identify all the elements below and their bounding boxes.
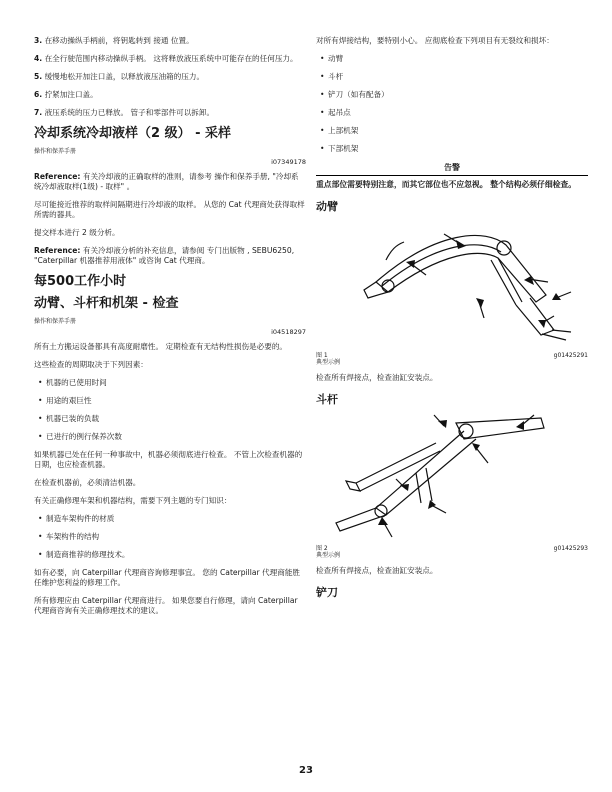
figure-code: g01425293 xyxy=(553,545,588,552)
section-title-boom-inspect: 动臂、斗杆和机架 - 检查 xyxy=(34,296,179,311)
inspection-item-list xyxy=(316,54,588,154)
figure-caption xyxy=(316,352,588,359)
right-column xyxy=(316,36,588,606)
section-title-coolant-sample: 冷却系统冷却液样（2 级） - 采样 xyxy=(34,126,232,141)
list-item: • 机器已装的负载 xyxy=(46,414,306,424)
blade-heading: 铲刀 xyxy=(316,586,338,599)
paragraph: 如有必要，向 Caterpillar 代理商咨询修理事宜。 您的 Caterpillar 代理商能胜任维护您利益的修理工作。 xyxy=(34,568,301,587)
document-id: i07349178 xyxy=(271,158,306,166)
step-text: 缓慢地松开加注口盖，以释放液压油箱的压力。 xyxy=(44,72,205,81)
left-column xyxy=(34,36,306,624)
procedure-step xyxy=(34,108,306,118)
boom-heading: 动臂 xyxy=(316,200,338,213)
list-item: • 起吊点 xyxy=(328,108,588,118)
list-item: • 铲刀（如有配备） xyxy=(328,90,588,100)
paragraph: 有关正确修理车架和机器结构，需要下列主题的专门知识： xyxy=(34,496,232,505)
manual-label: 操作和保养手册 xyxy=(34,318,77,325)
step-number: 5. xyxy=(34,72,43,81)
boom-drawing xyxy=(316,220,588,350)
list-item: • 已进行的例行保养次数 xyxy=(46,432,306,442)
topic-list xyxy=(34,514,306,560)
procedure-step xyxy=(34,72,306,82)
figure-code: g01425291 xyxy=(553,352,588,359)
list-item: • 制造车架构件的材质 xyxy=(46,514,306,524)
step-number: 6. xyxy=(34,90,43,99)
stick-drawing xyxy=(316,413,588,543)
warning-title: 告警 xyxy=(316,162,588,176)
step-text: 液压系统的压力已释放。 管子和零部件可以拆卸。 xyxy=(44,108,215,117)
factor-list xyxy=(34,378,306,442)
reference-paragraph xyxy=(34,172,306,192)
paragraph: 尽可能接近推荐的取样间隔期进行冷却液的取样。 从您的 Cat 代理商处获得取样所需的器具。 xyxy=(34,200,305,219)
paragraph: 对所有焊接结构，要特别小心。 应彻底检查下列项目有无裂纹和损坏： xyxy=(316,36,554,45)
figure-caption xyxy=(316,545,588,552)
list-item: • 动臂 xyxy=(328,54,588,64)
interval-heading: 每500工作小时 xyxy=(34,274,127,289)
step-text: 拧紧加注口盖。 xyxy=(44,90,98,99)
page-number: 23 xyxy=(299,765,313,776)
figure-sublabel: 典型示例 xyxy=(316,552,341,559)
paragraph: 这些检查的周期取决于下列因素： xyxy=(34,360,148,369)
step-number: 7. xyxy=(34,108,43,117)
paragraph: 所有修理应由 Caterpillar 代理商进行。 如果您要自行修理，请向 Caterpillar 代理商咨询有关正确修理技术的建议。 xyxy=(34,596,298,615)
reference-paragraph xyxy=(34,246,306,266)
stick-illustration xyxy=(316,413,588,543)
figure-description: 检查所有焊接点，检查油缸安装点。 xyxy=(316,566,438,575)
procedure-step xyxy=(34,36,306,46)
procedure-step xyxy=(34,90,306,100)
paragraph: 如果机器已处在任何一种事故中，机器必须彻底进行检查。 不管上次检查机器的日期，也应检查机器。 xyxy=(34,450,303,469)
figure-label: 图 2 xyxy=(316,545,328,552)
step-text: 在全行驶范围内移动操纵手柄。 这将释放液压系统中可能存在的任何压力。 xyxy=(44,54,298,63)
step-number: 3. xyxy=(34,36,43,45)
step-text: 在移动操纵手柄前，将钥匙转到 接通 位置。 xyxy=(44,36,194,45)
paragraph: 在检查机器前，必须清洁机器。 xyxy=(34,478,141,487)
reference-label: Reference: xyxy=(34,172,81,181)
list-item: • 下部机架 xyxy=(328,144,588,154)
boom-illustration xyxy=(316,220,588,350)
procedure-steps xyxy=(34,36,306,118)
warning-text: 重点部位需要特别注意，而其它部位也不应忽视。 整个结构必须仔细检查。 xyxy=(316,180,577,189)
document-id: i04518297 xyxy=(271,328,306,336)
step-number: 4. xyxy=(34,54,43,63)
paragraph: 提交样本进行 2 级分析。 xyxy=(34,228,120,237)
figure-sublabel: 典型示例 xyxy=(316,359,341,366)
reference-text: 有关冷却液的正确取样的准则，请参考 操作和保养手册, "冷却系统冷却液取样(1级) - 取样" 。 xyxy=(34,172,299,191)
reference-label: Reference: xyxy=(34,246,81,255)
figure-description: 检查所有焊接点，检查油缸安装点。 xyxy=(316,373,438,382)
list-item: • 制造商推荐的修理技术。 xyxy=(46,550,306,560)
manual-label: 操作和保养手册 xyxy=(34,148,77,155)
procedure-step xyxy=(34,54,306,64)
reference-text: 有关冷却液分析的补充信息，请参阅 专门出版物 , SEBU6250, "Caterpillar 机器推荐用液体" 或咨询 Cat 代理商。 xyxy=(34,246,295,265)
paragraph: 所有土方搬运设备都具有高度耐磨性。 定期检查有无结构性损伤是必要的。 xyxy=(34,342,288,351)
list-item: • 斗杆 xyxy=(328,72,588,82)
stick-heading: 斗杆 xyxy=(316,393,338,406)
list-item: • 上部机架 xyxy=(328,126,588,136)
list-item: • 车架构件的结构 xyxy=(46,532,306,542)
figure-label: 图 1 xyxy=(316,352,328,359)
list-item: • 机器的已使用时间 xyxy=(46,378,306,388)
list-item: • 用途的艰巨性 xyxy=(46,396,306,406)
